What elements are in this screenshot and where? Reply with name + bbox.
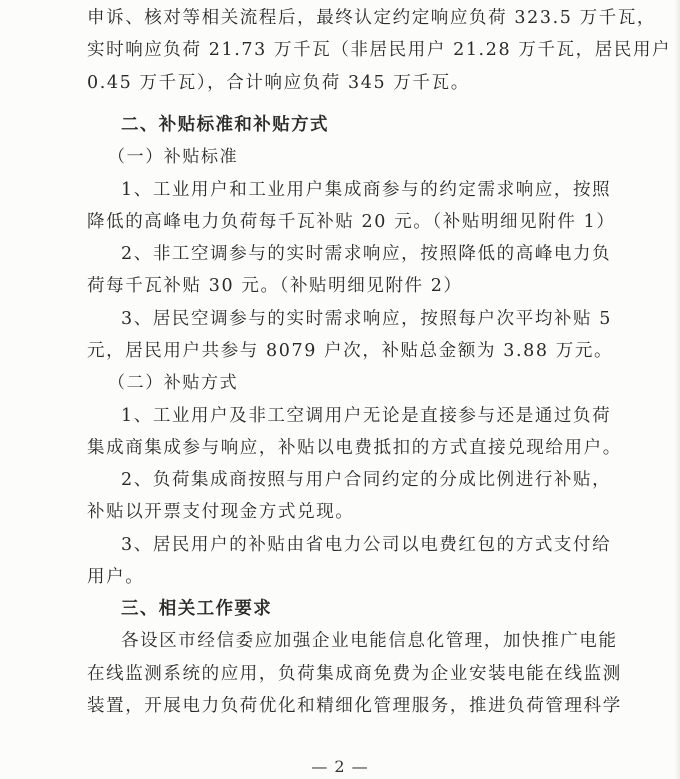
- paragraph-line: 1、工业用户及非工空调用户无论是直接参与还是通过负荷: [121, 406, 612, 426]
- page-number: — 2 —: [311, 757, 369, 776]
- paragraph-line: 3、居民用户的补贴由省电力公司以电费红包的方式支付给: [121, 535, 612, 555]
- paragraph-line: 装置，开展电力负荷优化和精细化管理服务，推进负荷管理科学: [87, 696, 622, 716]
- paragraph-line: 2、负荷集成商按照与用户合同约定的分成比例进行补贴，: [121, 470, 612, 490]
- section-heading: 三、相关工作要求: [121, 599, 273, 619]
- paragraph-line: 1、工业用户和工业用户集成商参与的约定需求响应，按照: [121, 180, 612, 200]
- paragraph-line: 申诉、核对等相关流程后，最终认定约定响应负荷 323.5 万千瓦，: [87, 8, 657, 28]
- paragraph-line: 2、非工空调参与的实时需求响应，按照降低的高峰电力负: [121, 244, 612, 264]
- paragraph-line: 在线监测系统的应用，负荷集成商免费为企业安装电能在线监测: [87, 664, 622, 684]
- section-heading: 二、补贴标准和补贴方式: [121, 115, 329, 135]
- paragraph-line: 实时响应负荷 21.73 万千瓦（非居民用户 21.28 万千瓦，居民用户: [87, 40, 672, 60]
- paragraph-line: 补贴以开票支付现金方式兑现。: [87, 502, 355, 522]
- paragraph-line: 元，居民用户共参与 8079 户次，补贴总金额为 3.88 万元。: [87, 341, 614, 361]
- paragraph-line: 3、居民空调参与的实时需求响应，按照每户次平均补贴 5: [121, 309, 613, 329]
- paragraph-line: 集成商集成参与响应，补贴以电费抵扣的方式直接兑现给用户。: [87, 438, 622, 458]
- paragraph-line: 荷每千瓦补贴 30 元。（补贴明细见附件 2）: [87, 276, 463, 296]
- page-edge-shadow: [674, 0, 680, 779]
- paragraph-line: 各设区市经信委应加强企业电能信息化管理，加快推广电能: [121, 631, 618, 651]
- paragraph-line: 降低的高峰电力负荷每千瓦补贴 20 元。（补贴明细见附件 1）: [87, 212, 616, 232]
- paragraph-line: 用户。: [87, 567, 145, 587]
- subsection-heading: （一）补贴标准: [108, 147, 239, 167]
- subsection-heading: （二）补贴方式: [108, 373, 239, 393]
- paragraph-line: 0.45 万千瓦），合计响应负荷 345 万千瓦。: [87, 73, 470, 93]
